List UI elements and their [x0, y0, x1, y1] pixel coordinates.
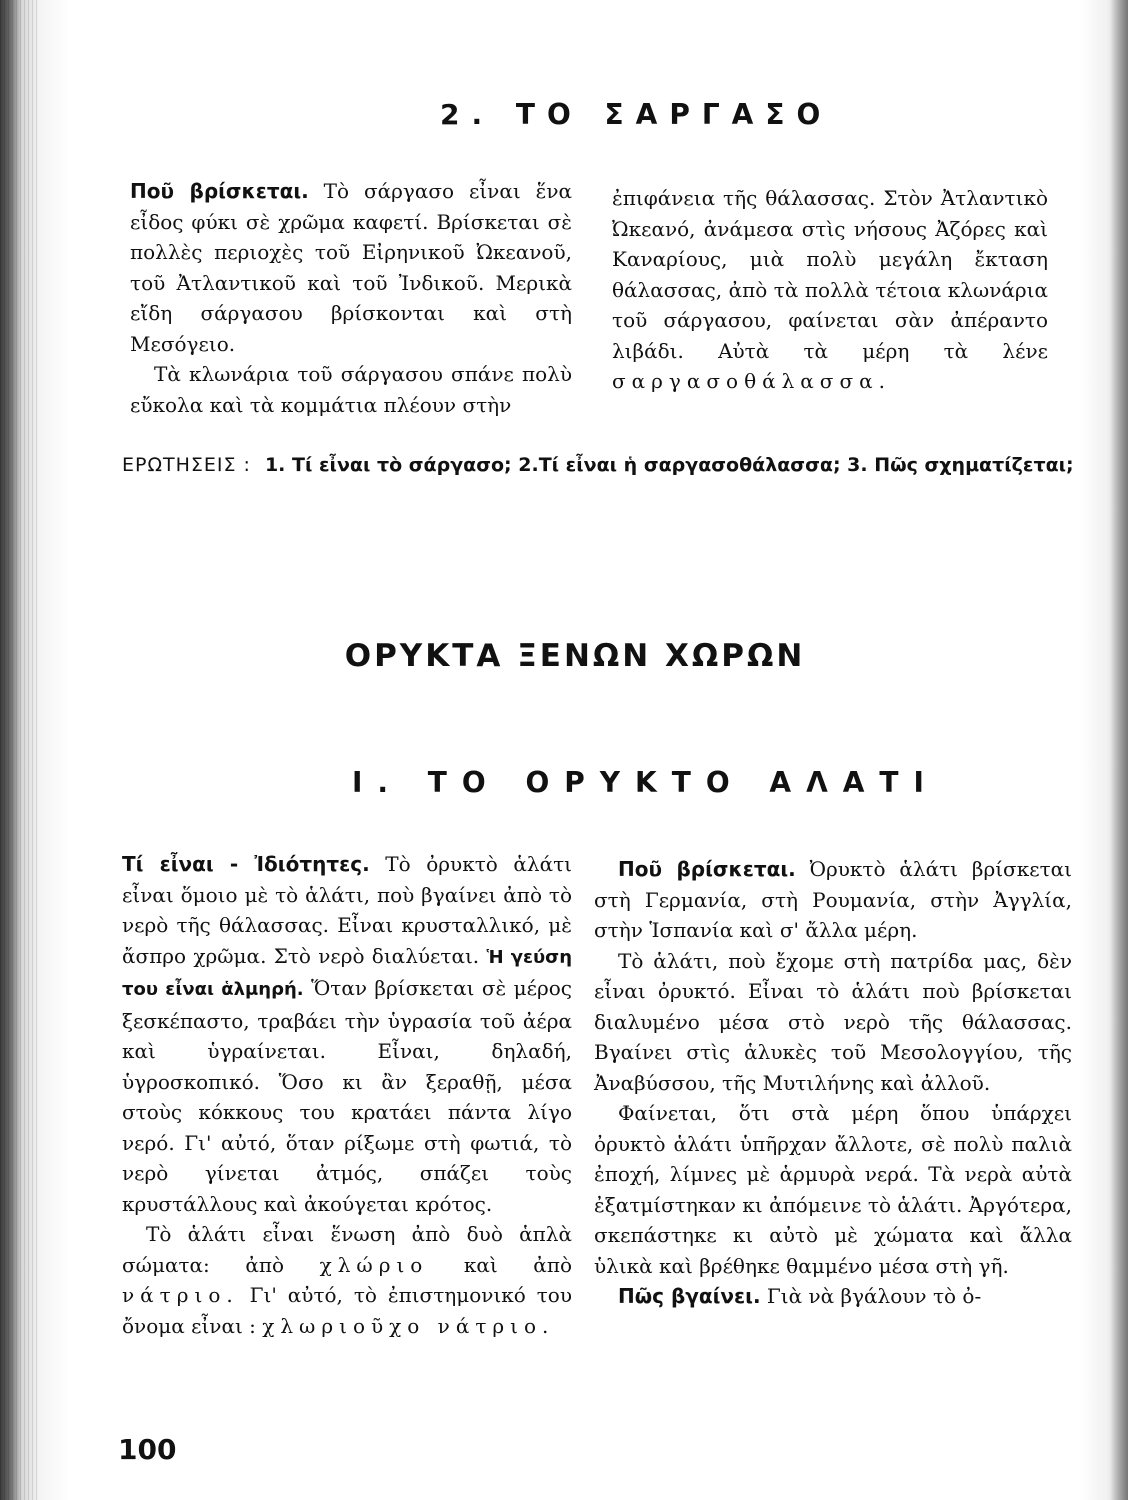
section-title-alati: Ι. ΤΟ ΟΡΥΚΤΟ ΑΛΑΤΙ [352, 766, 939, 799]
paragraph-text: ἐπιφάνεια τῆς θάλασσας. Στὸν Ἀτλαντικὸ Ὠκεανό, ἀνάμεσα στὶς νήσους Ἀζόρες καὶ Καναρίους, μιὰ πολὺ μεγάλη ἔκταση θάλασσας, ἀπὸ τὰ πολλὰ τέτοια κλωνάρια τοῦ σάργασου, φαίνεται σὰν ἀπέραντο λιβάδι. Αὐτὰ τὰ μέρη τὰ λένε [612, 186, 1048, 363]
page-number: 100 [118, 1433, 177, 1466]
paragraph-lead: Πῶς βγαίνει. [618, 1284, 761, 1308]
section-title-sargaso: 2. ΤΟ ΣΑΡΓΑΣΟ [440, 98, 833, 131]
paragraph [612, 183, 1048, 397]
paragraph-lead: Ποῦ βρίσκεται. [130, 179, 309, 203]
paragraph-text: Τὸ ἁλάτι εἶναι ἕνωση ἀπὸ δυὸ ἁπλὰ σώματα: ἀπὸ [122, 1222, 572, 1277]
paragraph [122, 849, 572, 1219]
paragraph [594, 854, 1072, 946]
spaced-term: νάτριο. [122, 1283, 239, 1307]
sargaso-left-column [130, 176, 572, 420]
page-edge-shadow [1110, 0, 1128, 1500]
paragraph-text: Ὀρυκτὸ ἁλάτι βρίσκεται στὴ Γερμανία, στὴ Ρουμανία, στὴν Ἀγγλία, στὴν Ἱσπανία καὶ σ' ἄλλα μέρη. [594, 857, 1072, 942]
sargaso-right-column [612, 183, 1048, 397]
questions-text: 1. Τί εἶναι τὸ σάργασο; 2.Τί εἶναι ἡ σαργασοθάλασσα; 3. Πῶς σχηματίζεται; [264, 454, 1074, 476]
paragraph-text: Γιὰ νὰ βγάλουν τὸ ὀ- [766, 1284, 982, 1308]
paragraph: Τὰ κλωνάρια τοῦ σάργασου σπάνε πολὺ εὔκολα καὶ τὰ κομμάτια πλέουν στὴν [130, 362, 572, 417]
alati-left-column [122, 849, 572, 1341]
alati-right-column [594, 854, 1072, 1312]
paragraph-text: Τὸ ὀρυκτὸ ἁλάτι εἶναι ὅμοιο μὲ τὸ ἁλάτι, ποὺ βγαίνει ἀπὸ τὸ νερὸ τῆς θάλασσας. Εἶναι κρυσταλλικό, μὲ ἄσπρο χρῶμα. Στὸ νερὸ διαλύεται. [122, 852, 572, 968]
paragraph [122, 1219, 572, 1341]
spaced-term: χλωριοῦχο νάτριο. [262, 1313, 555, 1338]
bold-phrase: Ἡ γεύση του εἶναι ἁλμηρή. [122, 946, 573, 1000]
paragraph: Τὸ ἁλάτι, ποὺ ἔχομε στὴ πατρίδα μας, δὲν εἶναι ὀρυκτό. Εἶναι τὸ ἁλάτι ποὺ βρίσκεται διαλυμένο μέσα στὸ νερὸ τῆς θάλασσας. Βγαίνει στὶς ἁλυκὲς τοῦ Μεσολογγίου, τῆς Ἀναβύσσου, τῆς Μυτιλήνης καὶ ἀλλοῦ. [594, 948, 1072, 1095]
paragraph-text: Τὸ σάργασο εἶναι ἕνα εἶδος φύκι σὲ χρῶμα καφετί. Βρίσκεται σὲ πολλὲς περιοχὲς τοῦ Εἰρηνικοῦ Ὠκεανοῦ, τοῦ Ἀτλαντικοῦ καὶ τοῦ Ἰνδικοῦ. Μερικὰ εἴδη σάργασου βρίσκονται καὶ στὴ Μεσόγειο. [130, 179, 572, 356]
spaced-term: χλώριο [319, 1252, 429, 1277]
questions-label: ΕΡΩΤΗΣΕΙΣ : [122, 454, 251, 476]
paragraph [130, 176, 572, 359]
paragraph-text: Ὅταν βρίσκεται σὲ μέρος ξεσκέπαστο, τραβάει τὴν ὑγρασία τοῦ ἀέρα καὶ ὑγραίνεται. Εἶναι, δηλαδή, ὑγροσκοπικό. Ὅσο κι ἂν ξεραθῇ, μέσα στοὺς κόκκους του κρατάει πάντα λίγο νερό. Γι' αὐτό, ὅταν ρίξωμε στὴ φωτιά, τὸ νερὸ γίνεται ἀτμός, σπάζει τοὺς κρυστάλλους καὶ ἀκούγεται κρότος. [122, 976, 572, 1216]
chapter-title: ΟΡΥΚΤΑ ΞΕΝΩΝ ΧΩΡΩΝ [344, 638, 806, 674]
book-spine-shadow [0, 0, 40, 1500]
paragraph [594, 1281, 1072, 1312]
paragraph-text: Γι' αὐτό, τὸ ἐπιστημονικό του ὄνομα εἶναι : [122, 1283, 573, 1338]
questions-block [122, 452, 1086, 478]
spaced-term: σαργασοθάλασσα. [612, 369, 891, 393]
paragraph: Φαίνεται, ὅτι στὰ μέρη ὅπου ὑπάρχει ὀρυκτὸ ἁλάτι ὑπῆρχαν ἄλλοτε, σὲ πολὺ παλιὰ ἐποχή, λίμνες μὲ ἁρμυρὰ νερά. Τὰ νερὰ αὐτὰ ἐξατμίστηκαν κι ἀπόμεινε τὸ ἁλάτι. Ἀργότερα, σκεπάστηκε κι αὐτὸ μὲ χώματα καὶ ἄλλα ὑλικὰ καὶ βρέθηκε θαμμένο μέσα στὴ γῆ. [594, 1101, 1072, 1278]
paragraph-lead: Ποῦ βρίσκεται. [618, 857, 796, 881]
paragraph-text: καὶ ἀπὸ [463, 1252, 573, 1277]
paragraph-lead: Τί εἶναι - Ἰδιότητες. [122, 852, 370, 876]
